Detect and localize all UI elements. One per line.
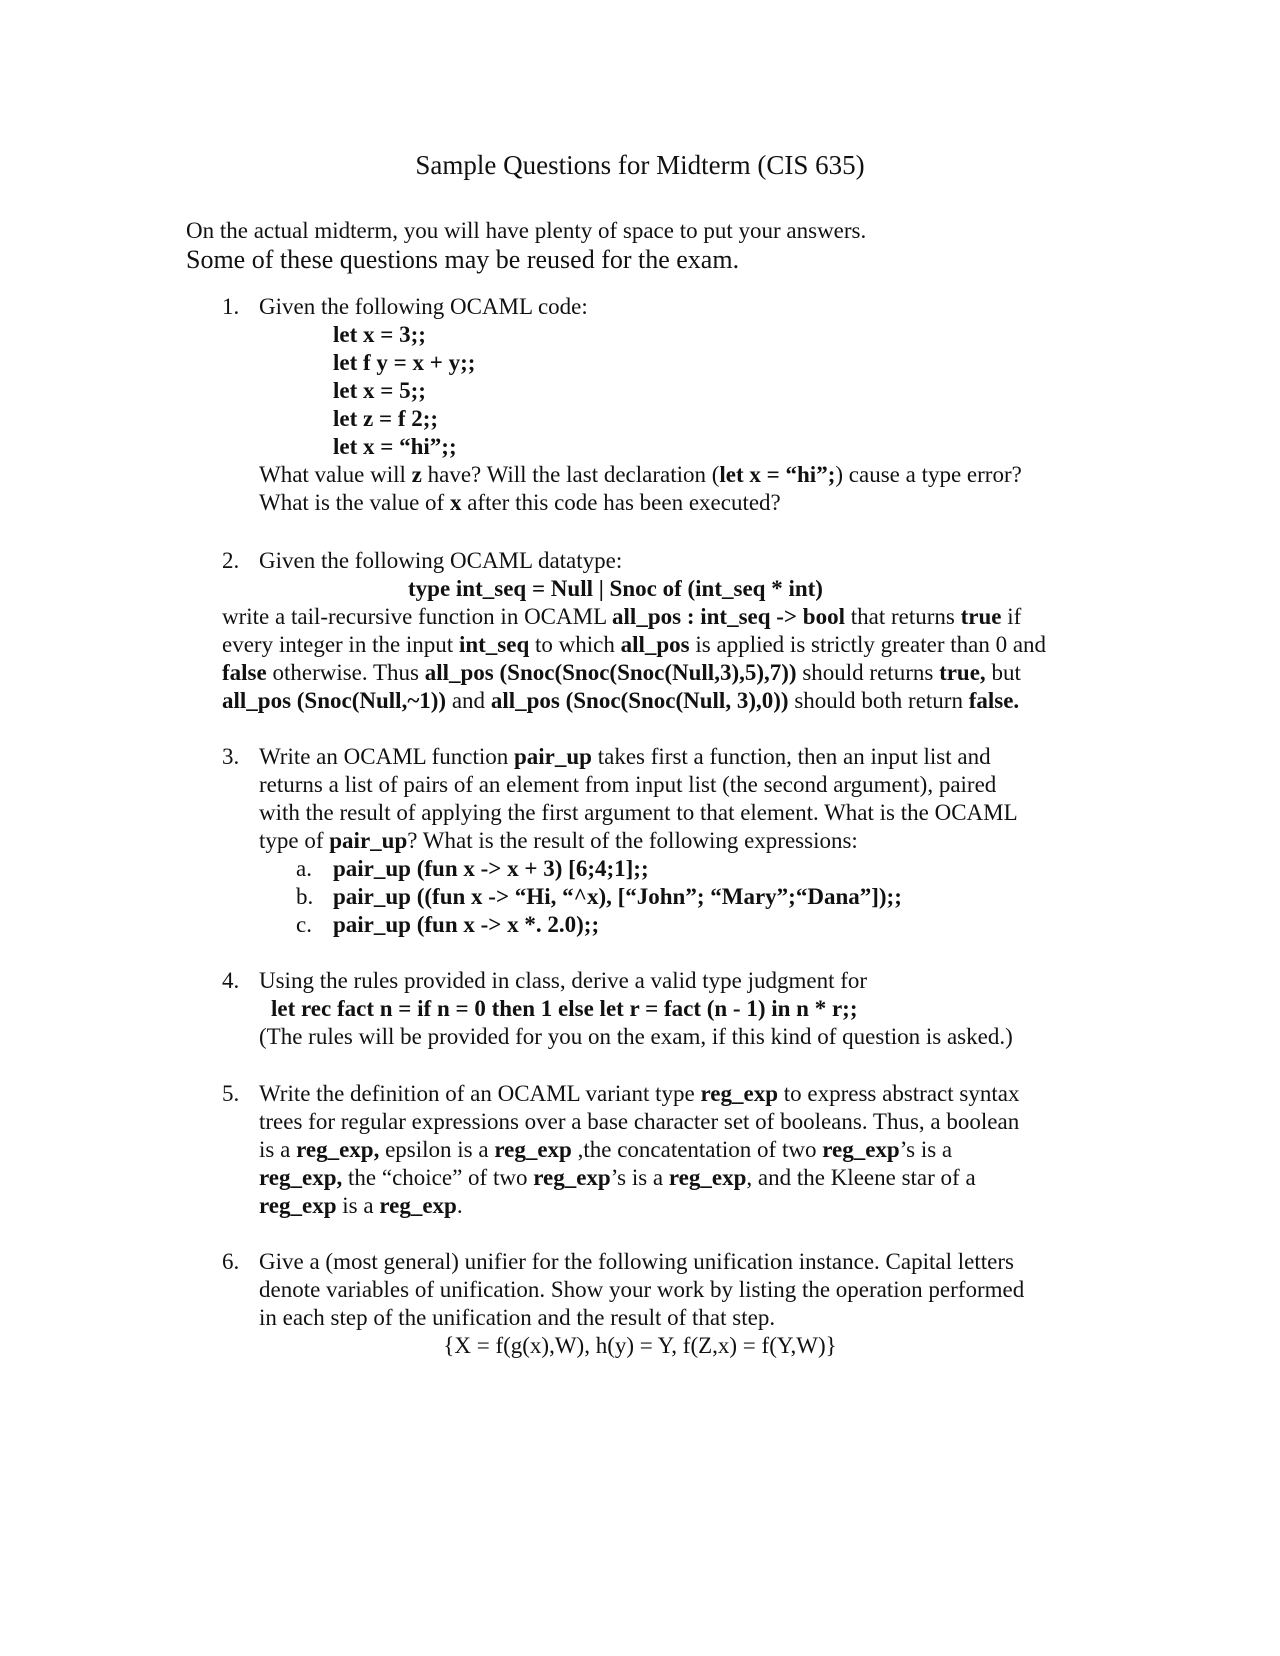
question-6-text-line: in each step of the unification and the result of that step. xyxy=(259,1305,776,1330)
question-3-text-line: type of pair_up? What is the result of the following expressions: xyxy=(259,828,858,853)
page-title: Sample Questions for Midterm (CIS 635) xyxy=(415,150,865,180)
question-2-text-line: write a tail-recursive function in OCAML all_pos : int_seq -> bool that returns true if xyxy=(222,604,1022,629)
question-5-text-line: trees for regular expressions over a base character set of booleans. Thus, a boolean xyxy=(259,1109,1020,1134)
question-2-datatype: type int_seq = Null | Snoc of (int_seq * int) xyxy=(408,576,823,601)
question-1-code-line: let x = 3;; xyxy=(333,322,426,347)
question-2-text-line: every integer in the input int_seq to which all_pos is applied is strictly greater than 0 and xyxy=(222,632,1047,657)
question-1-text-line: What is the value of x after this code has been executed? xyxy=(259,490,781,515)
question-3-text-line: with the result of applying the first argument to that element. What is the OCAML xyxy=(259,800,1018,825)
question-3-item-b-label: b. xyxy=(296,884,314,909)
question-5-number: 5. xyxy=(222,1081,240,1106)
question-6-formula: {X = f(g(x),W), h(y) = Y, f(Z,x) = f(Y,W)} xyxy=(443,1333,837,1358)
question-5-text-line: is a reg_exp, epsilon is a reg_exp ,the concatentation of two reg_exp’s is a xyxy=(259,1137,953,1162)
question-1-code-line: let z = f 2;; xyxy=(333,406,439,431)
question-2-text-line: all_pos (Snoc(Null,~1)) and all_pos (Snoc(Snoc(Null, 3),0)) should both return false. xyxy=(222,688,1020,713)
question-4-number: 4. xyxy=(222,968,240,993)
question-3-item-a: pair_up (fun x -> x + 3) [6;4;1];; xyxy=(333,856,649,881)
question-6-text-line: denote variables of unification. Show your work by listing the operation performed xyxy=(259,1277,1025,1302)
question-3-item-b: pair_up ((fun x -> “Hi, “^x), [“John”; “Mary”;“Dana”]);; xyxy=(333,884,902,909)
question-6-number: 6. xyxy=(222,1249,240,1274)
question-1-code-line: let x = “hi”;; xyxy=(333,434,457,459)
question-2-lead: Given the following OCAML datatype: xyxy=(259,548,623,573)
question-3-item-c-label: c. xyxy=(296,912,312,937)
question-1-lead: Given the following OCAML code: xyxy=(259,294,588,319)
question-3-text-line: returns a list of pairs of an element from input list (the second argument), paired xyxy=(259,772,997,797)
question-3-number: 3. xyxy=(222,744,240,769)
question-1-code-line: let f y = x + y;; xyxy=(333,350,476,375)
question-4-note: (The rules will be provided for you on the exam, if this kind of question is asked.) xyxy=(259,1024,1013,1049)
question-2-number: 2. xyxy=(222,548,240,573)
question-3-text-line: Write an OCAML function pair_up takes first a function, then an input list and xyxy=(259,744,991,769)
question-2-text-line: false otherwise. Thus all_pos (Snoc(Snoc(Snoc(Null,3),5),7)) should returns true, but xyxy=(222,660,1021,685)
question-1-number: 1. xyxy=(222,294,240,319)
question-1-code-line: let x = 5;; xyxy=(333,378,426,403)
question-3-item-a-label: a. xyxy=(296,856,312,881)
question-3-item-c: pair_up (fun x -> x *. 2.0);; xyxy=(333,912,600,937)
question-4-lead: Using the rules provided in class, derive a valid type judgment for xyxy=(259,968,868,993)
question-5-text-line: reg_exp, the “choice” of two reg_exp’s is a reg_exp, and the Kleene star of a xyxy=(259,1165,976,1190)
intro-line-1: On the actual midterm, you will have plenty of space to put your answers. xyxy=(186,218,867,243)
question-1-text-line: What value will z have? Will the last declaration (let x = “hi”;) cause a type error? xyxy=(259,462,1022,487)
question-4-code: let rec fact n = if n = 0 then 1 else let r = fact (n - 1) in n * r;; xyxy=(271,996,858,1021)
question-5-text-line: Write the definition of an OCAML variant type reg_exp to express abstract syntax xyxy=(259,1081,1020,1106)
question-5-text-line: reg_exp is a reg_exp. xyxy=(259,1193,463,1218)
intro-line-2: Some of these questions may be reused for the exam. xyxy=(186,245,740,274)
question-6-text-line: Give a (most general) unifier for the following unification instance. Capital letters xyxy=(259,1249,1014,1274)
